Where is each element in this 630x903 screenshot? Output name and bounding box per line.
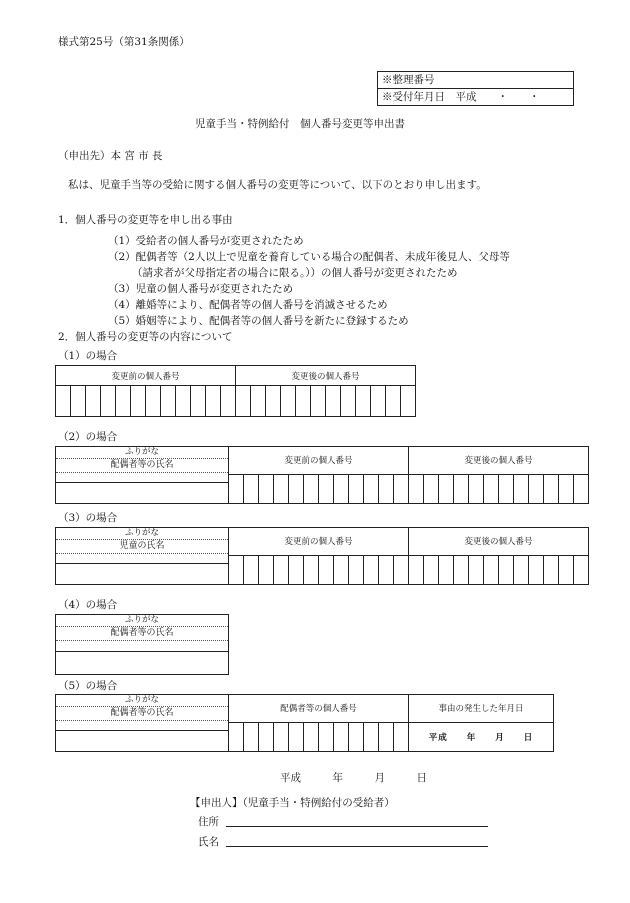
before-number-header: 変更前の個人番号 (56, 366, 236, 386)
child-name-cell (56, 528, 229, 585)
after-digit-box[interactable] (311, 386, 326, 417)
after-digit-box[interactable] (574, 555, 589, 584)
reason-1: （1）受給者の個人番号が変更されたため (108, 235, 304, 247)
after-digit-box[interactable] (469, 474, 484, 503)
after-digit-box[interactable] (544, 474, 559, 503)
reason-2: （2）配偶者等（2人以上で児童を養育している場合の配偶者、未成年後見人、父母等 (108, 251, 510, 263)
furigana-label: ふりがな (56, 447, 228, 459)
name-input[interactable] (56, 730, 228, 751)
after-digit-box[interactable] (424, 555, 439, 584)
spouse-digit-box[interactable] (334, 722, 349, 751)
case3-table (55, 527, 589, 585)
applicant-label: 【申出人】（児童手当・特例給付の受給者） (190, 797, 395, 809)
before-digit-box[interactable] (379, 555, 394, 584)
before-digit-box[interactable] (319, 555, 334, 584)
after-digit-box[interactable] (409, 555, 424, 584)
after-digit-box[interactable] (439, 474, 454, 503)
address-input-line[interactable] (226, 826, 488, 827)
spouse-digit-box[interactable] (244, 722, 259, 751)
reason-2-cont: （請求者が父母指定者の場合に限る。））の個人番号が変更されたため (132, 267, 458, 279)
before-digit-box[interactable] (349, 555, 364, 584)
form-title: 児童手当・特例給付 個人番号変更等申出書 (195, 118, 405, 130)
after-digit-box[interactable] (499, 555, 514, 584)
case1-label: （1）の場合 (58, 350, 118, 362)
event-date-field[interactable]: 平成 年 月 日 (409, 722, 554, 751)
after-digit-box[interactable] (529, 474, 544, 503)
before-digit-box[interactable] (191, 386, 206, 417)
before-digit-box[interactable] (259, 474, 274, 503)
before-digit-box[interactable] (334, 474, 349, 503)
after-digit-box[interactable] (409, 474, 424, 503)
addressee: （申出先）本 宮 市 長 (58, 150, 163, 162)
before-digit-box[interactable] (71, 386, 86, 417)
before-digit-box[interactable] (101, 386, 116, 417)
after-digit-box[interactable] (386, 386, 401, 417)
before-digit-box[interactable] (116, 386, 131, 417)
spouse-digit-box[interactable] (289, 722, 304, 751)
after-number-header: 変更後の個人番号 (236, 366, 416, 386)
after-digit-box[interactable] (559, 474, 574, 503)
before-digit-box[interactable] (229, 474, 244, 503)
before-number-header: 変更前の個人番号 (229, 528, 409, 556)
before-digit-box[interactable] (146, 386, 161, 417)
spouse-digit-box[interactable] (259, 722, 274, 751)
event-date-header: 事由の発生した年月日 (409, 695, 554, 723)
before-digit-box[interactable] (244, 555, 259, 584)
before-digit-box[interactable] (259, 555, 274, 584)
after-digit-box[interactable] (356, 386, 371, 417)
before-digit-box[interactable] (221, 386, 236, 417)
before-digit-box[interactable] (161, 386, 176, 417)
before-digit-box[interactable] (289, 555, 304, 584)
spouse-name-label: 配偶者等の氏名 (110, 708, 174, 718)
spouse-digit-box[interactable] (364, 722, 379, 751)
before-digit-box[interactable] (244, 474, 259, 503)
after-number-header: 変更後の個人番号 (409, 447, 589, 475)
spouse-digit-box[interactable] (394, 722, 409, 751)
furigana-label: ふりがな (56, 528, 228, 540)
before-digit-box[interactable] (394, 474, 409, 503)
spouse-digit-box[interactable] (304, 722, 319, 751)
reference-number: ※整理番号 (382, 74, 435, 86)
before-digit-box[interactable] (229, 555, 244, 584)
after-digit-box[interactable] (371, 386, 386, 417)
case5-label: （5）の場合 (58, 680, 118, 692)
after-digit-box[interactable] (401, 386, 416, 417)
after-digit-box[interactable] (326, 386, 341, 417)
case4-table (55, 614, 229, 675)
reason-5: （5）婚姻等により、配偶者等の個人番号を新たに登録するため (108, 315, 409, 327)
before-digit-box[interactable] (274, 555, 289, 584)
before-digit-box[interactable] (379, 474, 394, 503)
furigana-label: ふりがな (56, 615, 228, 627)
name-input[interactable] (56, 563, 228, 584)
before-digit-box[interactable] (334, 555, 349, 584)
case3-label: （3）の場合 (58, 512, 118, 524)
spouse-name-cell (56, 695, 229, 752)
before-digit-box[interactable] (394, 555, 409, 584)
name-label: 氏名 (198, 836, 219, 848)
case2-table (55, 446, 589, 504)
after-digit-box[interactable] (574, 474, 589, 503)
spouse-name-cell (56, 447, 229, 504)
section1-heading: 1．個人番号の変更等を申し出る事由 (58, 214, 233, 226)
spouse-name-label: 配偶者等の氏名 (110, 460, 174, 470)
after-digit-box[interactable] (236, 386, 251, 417)
after-digit-box[interactable] (484, 474, 499, 503)
submission-date: 平成 年 月 日 (280, 772, 427, 784)
before-number-header: 変更前の個人番号 (229, 447, 409, 475)
reference-box (377, 71, 574, 106)
after-digit-box[interactable] (514, 555, 529, 584)
after-digit-box[interactable] (454, 474, 469, 503)
after-digit-box[interactable] (544, 555, 559, 584)
spouse-number-header: 配偶者等の個人番号 (229, 695, 409, 723)
before-digit-box[interactable] (364, 474, 379, 503)
spouse-digit-box[interactable] (229, 722, 244, 751)
after-digit-box[interactable] (281, 386, 296, 417)
after-number-header: 変更後の個人番号 (409, 528, 589, 556)
spouse-digit-box[interactable] (379, 722, 394, 751)
after-digit-box[interactable] (514, 474, 529, 503)
before-digit-box[interactable] (304, 474, 319, 503)
before-digit-box[interactable] (56, 386, 71, 417)
before-digit-box[interactable] (206, 386, 221, 417)
name-input[interactable] (56, 482, 228, 503)
after-digit-box[interactable] (559, 555, 574, 584)
receipt-date: ※受付年月日 平成 ・ ・ (378, 88, 573, 105)
address-label: 住所 (198, 816, 219, 828)
spouse-digit-box[interactable] (319, 722, 334, 751)
furigana-input[interactable] (56, 553, 228, 563)
name-input[interactable] (56, 651, 228, 674)
case5-table (55, 694, 554, 752)
before-digit-box[interactable] (304, 555, 319, 584)
before-digit-box[interactable] (274, 474, 289, 503)
intro-text: 私は、児童手当等の受給に関する個人番号の変更等について、以下のとおり申し出ます。 (68, 179, 487, 191)
after-digit-box[interactable] (266, 386, 281, 417)
spouse-digit-box[interactable] (349, 722, 364, 751)
after-digit-box[interactable] (296, 386, 311, 417)
case2-label: （2）の場合 (58, 431, 118, 443)
before-digit-box[interactable] (131, 386, 146, 417)
before-digit-box[interactable] (349, 474, 364, 503)
spouse-name-cell (56, 615, 229, 675)
after-digit-box[interactable] (499, 474, 514, 503)
reason-4: （4）離婚等により、配偶者等の個人番号を消滅させるため (108, 299, 388, 311)
section2-heading: 2．個人番号の変更等の内容について (58, 331, 233, 343)
after-digit-box[interactable] (341, 386, 356, 417)
case4-label: （4）の場合 (58, 599, 118, 611)
after-digit-box[interactable] (484, 555, 499, 584)
spouse-name-label: 配偶者等の氏名 (110, 628, 174, 638)
furigana-input[interactable] (56, 720, 228, 730)
furigana-input[interactable] (56, 472, 228, 482)
furigana-input[interactable] (56, 640, 228, 651)
after-digit-box[interactable] (439, 555, 454, 584)
reason-3: （3）児童の個人番号が変更されたため (108, 283, 294, 295)
before-digit-box[interactable] (289, 474, 304, 503)
before-digit-box[interactable] (319, 474, 334, 503)
after-digit-box[interactable] (424, 474, 439, 503)
after-digit-box[interactable] (454, 555, 469, 584)
before-digit-box[interactable] (176, 386, 191, 417)
after-digit-box[interactable] (469, 555, 484, 584)
name-input-line[interactable] (226, 846, 488, 847)
child-name-label: 児童の氏名 (119, 541, 165, 551)
spouse-digit-box[interactable] (274, 722, 289, 751)
before-digit-box[interactable] (86, 386, 101, 417)
before-digit-box[interactable] (364, 555, 379, 584)
furigana-label: ふりがな (56, 695, 228, 707)
case1-table (55, 365, 416, 417)
form-number: 様式第25号（第31条関係） (58, 36, 190, 48)
after-digit-box[interactable] (251, 386, 266, 417)
after-digit-box[interactable] (529, 555, 544, 584)
